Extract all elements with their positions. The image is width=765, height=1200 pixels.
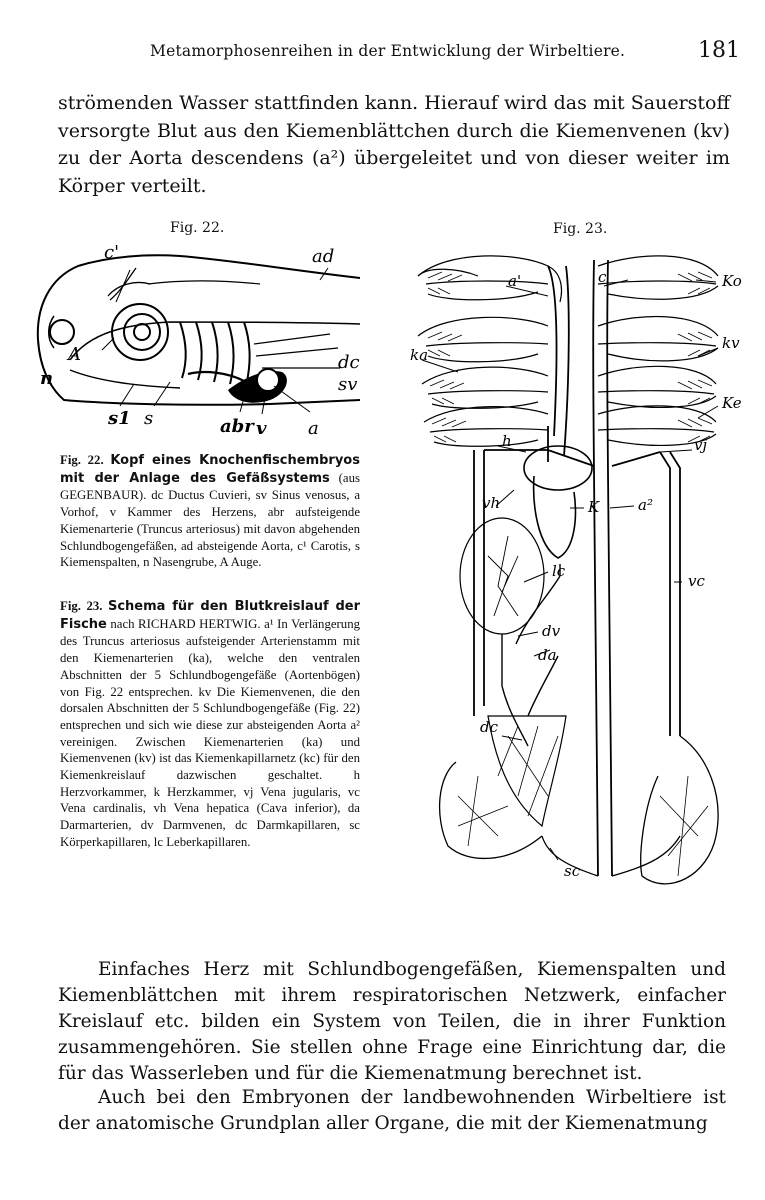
fig22-marker-abr: abr bbox=[220, 416, 254, 437]
fig23-marker-Ko: Ko bbox=[722, 272, 742, 290]
figure-23-caption-text: nach RICHARD HERTWIG. a¹ In Verlängerung des Truncus arteriosus aufsteigender Arterienstamm mit den Kiemenarterien (ka), welche den ventralen Abschnitten der 5 Schlundbogengefäße (Aortenbögen) von Fig. 22 entsprechen. kv Die Kiemenvenen, die den dorsalen Abschnitten der 5 Schlundbogengefäße (Fig. 22) entsprechen und sich wie diese zur absteigenden Aorta a² vereinigen. Zwischen Kiemenarterien (ka) und Kiemenvenen (kv) ist das Kiemenkapillarnetz (kc) für den Kiemenkreislauf dazwischen geschaltet. h Herzvorkammer, k Herzkammer, vj Vena jugularis, vc Vena cardinalis, vh Vena hepatica (Cava inferior), da Darmarterien, dv Darmvenen, dc Darmkapillaren, sc Körperkapillaren, lc Leberkapillaren. bbox=[60, 616, 360, 849]
fig22-marker-c1: c' bbox=[104, 242, 120, 263]
fig23-marker-a2: a² bbox=[638, 496, 653, 514]
fig23-marker-sc: sc bbox=[564, 862, 581, 880]
figure-22-fish-embryo bbox=[30, 240, 380, 440]
fig22-marker-A: A bbox=[68, 344, 81, 365]
fig23-marker-dc: dc bbox=[480, 718, 499, 736]
fig22-marker-n: n bbox=[40, 368, 54, 389]
fig22-marker-dc: dc bbox=[338, 352, 360, 373]
fig23-marker-c: c bbox=[598, 268, 607, 286]
figure-22-caption bbox=[60, 452, 360, 571]
fig23-marker-Ke: Ke bbox=[722, 394, 742, 412]
body-paragraph-1: Einfaches Herz mit Schlundbogengefäßen, Kiemenspalten und Kiemenblättchen mit ihrem respiratorischen Netzwerk, einfacher Kreislauf etc. bilden ein System von Teilen, die in ihrer Funktion zusammengehören. Sie stellen ohne Frage eine Einrichtung dar, die für das Wasserleben und für die Kiemenatmung berechnet ist. bbox=[58, 959, 726, 1084]
fig22-marker-s: s bbox=[144, 408, 154, 429]
fig23-marker-vj: vj bbox=[694, 436, 708, 454]
fig23-marker-vc: vc bbox=[688, 572, 705, 590]
fig23-marker-h: h bbox=[502, 432, 512, 450]
figure-23-caption-number: Fig. 23. bbox=[60, 599, 103, 613]
fig22-marker-ad: ad bbox=[312, 246, 335, 267]
page-number: 181 bbox=[698, 38, 740, 63]
fig23-marker-K: K bbox=[588, 498, 600, 516]
fig22-marker-s1: s1 bbox=[108, 408, 131, 429]
running-title: Metamorphosenreihen in der Entwicklung der Wirbeltiere. bbox=[150, 42, 626, 60]
fig23-marker-a1: a' bbox=[508, 272, 522, 290]
figure-23-caption-title: Schema für den Blutkreislauf der Fische bbox=[60, 599, 360, 632]
fig23-marker-dv: dv bbox=[542, 622, 561, 640]
figure-23-label: Fig. 23. bbox=[553, 221, 608, 237]
fig23-marker-ka: ka bbox=[410, 346, 429, 364]
figure-22-caption-text: (aus GEGENBAUR). dc Ductus Cuvieri, sv Sinus venosus, a Vorhof, v Kammer des Herzens, abr aufsteigende Kiemenarterie (Truncus arteriosus) mit davon abgehenden Schlundbogengefäßen, ad absteigende Aorta, c¹ Carotis, s Kiemenspalten, n Nasengrube, A Auge. bbox=[60, 470, 360, 570]
fig22-marker-v: v bbox=[256, 418, 267, 439]
fig23-marker-da: da bbox=[538, 646, 557, 664]
figure-22-label: Fig. 22. bbox=[170, 220, 225, 236]
fig22-marker-a: a bbox=[308, 418, 319, 439]
body-paragraph-2: Auch bei den Embryonen der landbewohnenden Wirbeltiere ist der anatomische Grundplan aller Organe, die mit der Kiemenatmung bbox=[58, 1087, 726, 1134]
figure-22-caption-title: Kopf eines Knochenfischembryos mit der Anlage des Gefäßsystems bbox=[60, 453, 360, 486]
fig22-marker-sv: sv bbox=[338, 374, 358, 395]
figure-23-circulation-diagram bbox=[398, 236, 765, 916]
figure-22-caption-number: Fig. 22. bbox=[60, 453, 104, 467]
fig23-marker-kv: kv bbox=[722, 334, 740, 352]
intro-paragraph: strömenden Wasser stattfinden kann. Hierauf wird das mit Sauerstoff versorgte Blut aus den Kiemenblättchen durch die Kiemenvenen (kv) zu der Aorta descendens (a²) übergeleitet und von dieser weiter im Körper verteilt. bbox=[58, 92, 730, 197]
fig23-marker-lc: lc bbox=[552, 562, 566, 580]
figure-23-caption bbox=[60, 598, 360, 851]
fig23-marker-vh: vh bbox=[482, 494, 501, 512]
